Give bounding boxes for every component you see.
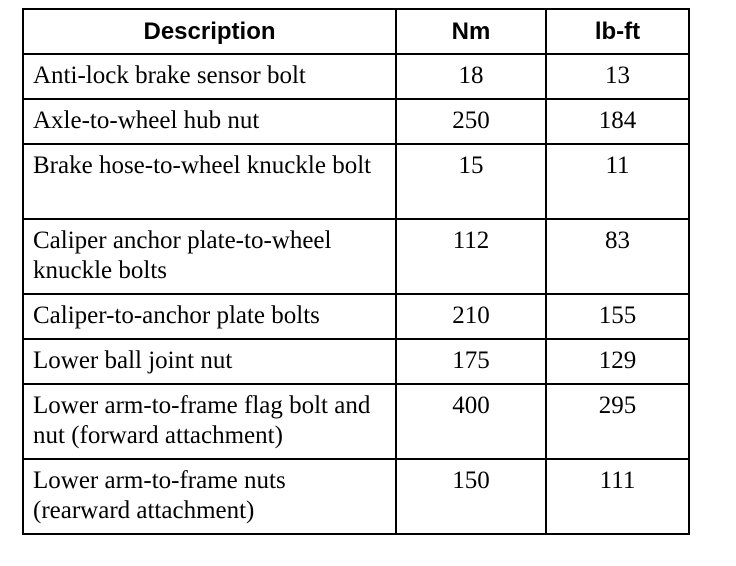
table-row xyxy=(23,99,689,144)
header-description: Description xyxy=(23,9,396,54)
header-nm: Nm xyxy=(396,9,546,54)
row-lbft: 295 xyxy=(546,384,689,459)
row-nm: 150 xyxy=(396,459,546,534)
row-nm: 112 xyxy=(396,219,546,294)
row-description: Caliper anchor plate-to-wheel knuckle bolts xyxy=(23,219,396,294)
table-row xyxy=(23,384,689,459)
row-lbft: 83 xyxy=(546,219,689,294)
table-row xyxy=(23,144,689,219)
table-row xyxy=(23,219,689,294)
row-nm: 15 xyxy=(396,144,546,219)
table-row xyxy=(23,294,689,339)
row-nm: 18 xyxy=(396,54,546,99)
row-lbft: 13 xyxy=(546,54,689,99)
row-nm: 210 xyxy=(396,294,546,339)
row-description: Lower arm-to-frame flag bolt and nut (forward attachment) xyxy=(23,384,396,459)
row-nm: 400 xyxy=(396,384,546,459)
row-description: Lower arm-to-frame nuts (rearward attachment) xyxy=(23,459,396,534)
row-description: Lower ball joint nut xyxy=(23,339,396,384)
row-nm: 175 xyxy=(396,339,546,384)
row-description: Anti-lock brake sensor bolt xyxy=(23,54,396,99)
header-lbft: lb-ft xyxy=(546,9,689,54)
row-lbft: 155 xyxy=(546,294,689,339)
table-row xyxy=(23,339,689,384)
table-row xyxy=(23,459,689,534)
row-lbft: 184 xyxy=(546,99,689,144)
row-description: Axle-to-wheel hub nut xyxy=(23,99,396,144)
table-row xyxy=(23,54,689,99)
row-lbft: 11 xyxy=(546,144,689,219)
row-nm: 250 xyxy=(396,99,546,144)
row-lbft: 129 xyxy=(546,339,689,384)
torque-specification-table xyxy=(22,8,690,535)
table-header-row xyxy=(23,9,689,54)
row-lbft: 111 xyxy=(546,459,689,534)
row-description: Brake hose-to-wheel knuckle bolt xyxy=(23,144,396,219)
row-description: Caliper-to-anchor plate bolts xyxy=(23,294,396,339)
